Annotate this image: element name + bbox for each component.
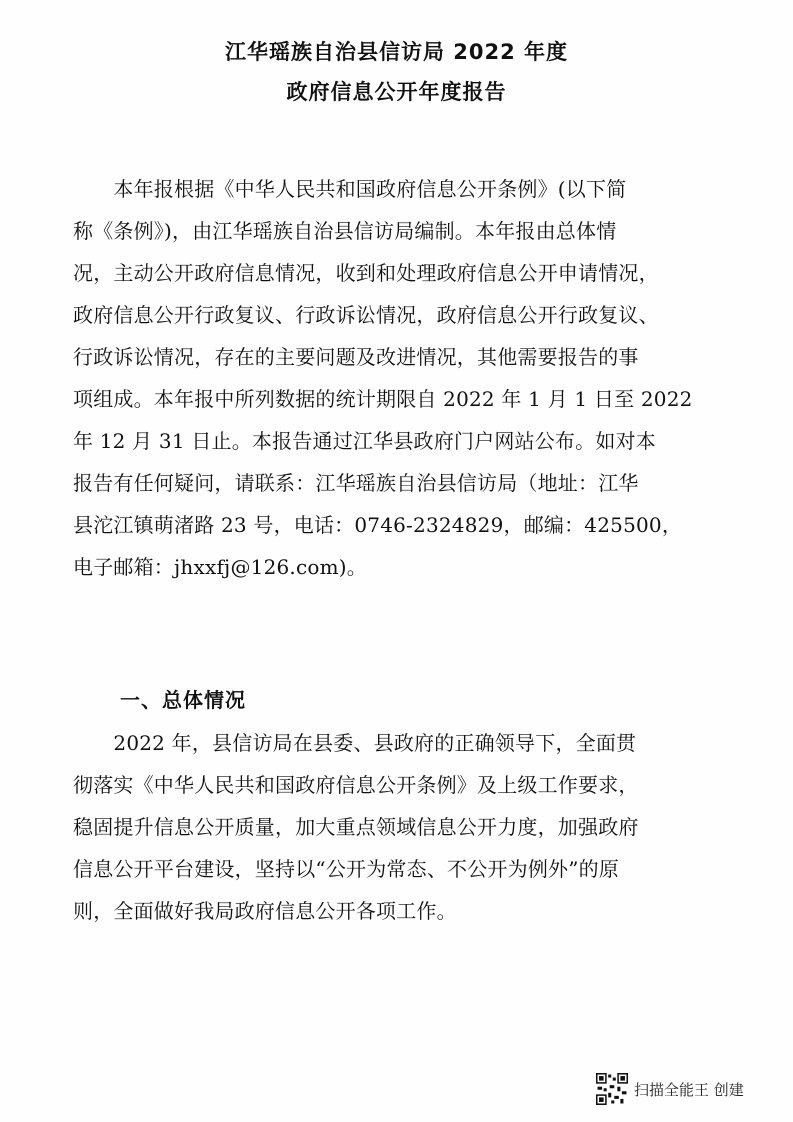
intro-paragraph bbox=[73, 168, 723, 588]
section-heading-overview: 一、总体情况 bbox=[120, 688, 246, 712]
scanner-watermark-text: 扫描全能王 创建 bbox=[634, 1080, 744, 1099]
overview-line: 稳固提升信息公开质量，加大重点领域信息公开力度，加强政府 bbox=[73, 815, 639, 839]
intro-line: 电子邮箱：jhxxfj@126.com)。 bbox=[73, 555, 367, 579]
document-title-line-1: 江华瑶族自治县信访局 2022 年度 bbox=[224, 40, 569, 64]
intro-line: 项组成。本年报中所列数据的统计期限自 2022 年 1 月 1 日至 2022 bbox=[73, 387, 693, 411]
intro-line: 况，主动公开政府信息情况，收到和处理政府信息公开申请情况， bbox=[73, 261, 659, 285]
intro-line: 年 12 月 31 日止。本报告通过江华县政府门户网站公布。如对本 bbox=[73, 429, 656, 453]
intro-line: 县沱江镇萌渚路 23 号，电话：0746-2324829，邮编：425500， bbox=[73, 513, 683, 537]
intro-line: 政府信息公开行政复议、行政诉讼情况，政府信息公开行政复议、 bbox=[73, 303, 659, 327]
overview-line: 彻落实《中华人民共和国政府信息公开条例》及上级工作要求， bbox=[73, 773, 639, 797]
intro-line: 本年报根据《中华人民共和国政府信息公开条例》(以下简 bbox=[73, 177, 627, 201]
overview-paragraph bbox=[73, 722, 723, 932]
scanner-watermark bbox=[596, 1072, 744, 1106]
overview-line: 信息公开平台建设，坚持以“公开为常态、不公开为例外”的原 bbox=[73, 857, 620, 881]
intro-line: 称《条例》)，由江华瑶族自治县信访局编制。本年报由总体情 bbox=[73, 219, 617, 243]
qr-code-icon bbox=[596, 1073, 628, 1105]
overview-line: 2022 年，县信访局在县委、县政府的正确领导下，全面贯 bbox=[73, 731, 637, 755]
overview-line: 则，全面做好我局政府信息公开各项工作。 bbox=[73, 899, 457, 923]
document-title-line-2: 政府信息公开年度报告 bbox=[286, 80, 507, 104]
intro-line: 报告有任何疑问，请联系：江华瑶族自治县信访局（地址：江华 bbox=[73, 471, 639, 495]
intro-line: 行政诉讼情况，存在的主要问题及改进情况，其他需要报告的事 bbox=[73, 345, 639, 369]
